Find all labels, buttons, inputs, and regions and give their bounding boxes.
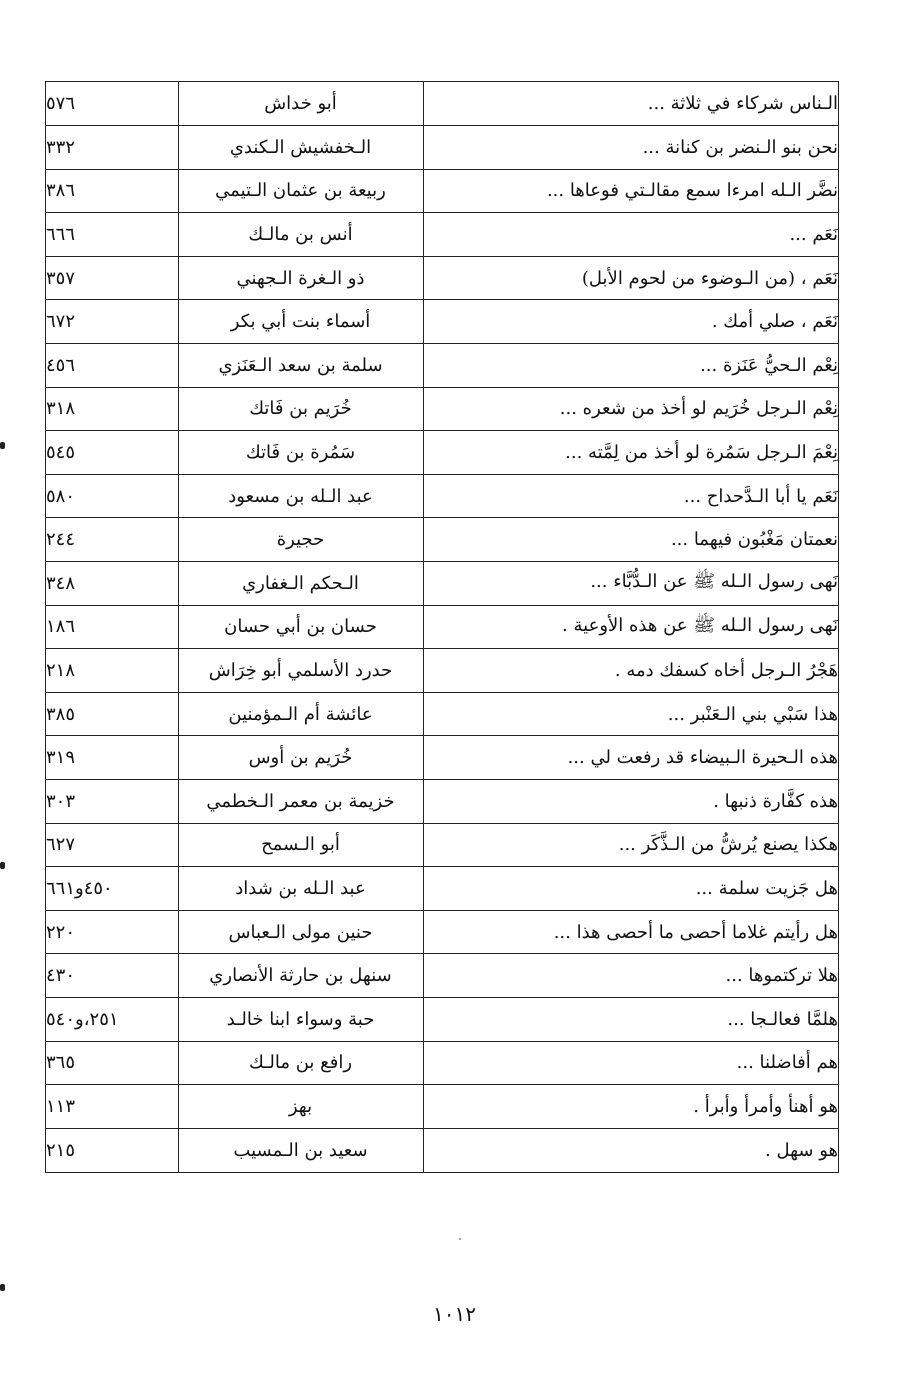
page-ref-cell: ٣٠٣ bbox=[46, 780, 178, 824]
hadith-text-cell: نِعْم الـرجل خُرَيم لو أخذ من شعره ... bbox=[423, 387, 838, 431]
table-row bbox=[46, 518, 838, 562]
page-ref-cell: ١٨٦ bbox=[46, 605, 178, 649]
table-row bbox=[46, 867, 838, 911]
page-ref-cell: ٤٥٦ bbox=[46, 344, 178, 388]
index-table bbox=[46, 82, 838, 1172]
hadith-text-cell: نضَّر الـله امرءا سمع مقالـتي فوعاها ... bbox=[423, 169, 838, 213]
page-ref-cell: ٣٤٨ bbox=[46, 562, 178, 606]
page-ref-cell: ٥٨٠ bbox=[46, 474, 178, 518]
page-ref-cell: ٣١٨ bbox=[46, 387, 178, 431]
hadith-text-cell: نحن بنو الـنضر بن كنانة ... bbox=[423, 126, 838, 170]
table-row bbox=[46, 213, 838, 257]
hadith-text-cell: هذه الـحيرة الـبيضاء قد رفعت لي ... bbox=[423, 736, 838, 780]
hadith-text-cell: نَعَم ، (من الـوضوء من لحوم الأبل) bbox=[423, 256, 838, 300]
narrator-cell: سعيد بن الـمسيب bbox=[178, 1128, 423, 1172]
narrator-cell: أنس بن مالـك bbox=[178, 213, 423, 257]
hadith-text-cell: هلا تركتموها ... bbox=[423, 954, 838, 998]
table-row bbox=[46, 1085, 838, 1129]
narrator-cell: ذو الـغرة الـجهني bbox=[178, 256, 423, 300]
table-row bbox=[46, 562, 838, 606]
table-row bbox=[46, 997, 838, 1041]
hadith-text-cell: نَهى رسول الـله ﷺ عن هذه الأوعية . bbox=[423, 605, 838, 649]
narrator-cell: أبو خداش bbox=[178, 82, 423, 126]
page-ref-cell: ٤٥٠و٦٦١ bbox=[46, 867, 178, 911]
hadith-text-cell: نَهى رسول الـله ﷺ عن الـدُّبَّاء ... bbox=[423, 562, 838, 606]
hadith-text-cell: هل جَزيت سلمة ... bbox=[423, 867, 838, 911]
page-ref-cell: ٥٧٦ bbox=[46, 82, 178, 126]
narrator-cell: عبد الـله بن شداد bbox=[178, 867, 423, 911]
narrator-cell: عائشة أم الـمؤمنين bbox=[178, 692, 423, 736]
scan-mark bbox=[0, 442, 5, 449]
narrator-cell: حجيرة bbox=[178, 518, 423, 562]
page-ref-cell: ٣١٩ bbox=[46, 736, 178, 780]
index-table-body bbox=[46, 82, 838, 1172]
page-ref-cell: ٦٦٦ bbox=[46, 213, 178, 257]
table-row bbox=[46, 300, 838, 344]
page-ref-cell: ٢٤٤ bbox=[46, 518, 178, 562]
table-row bbox=[46, 823, 838, 867]
table-row bbox=[46, 954, 838, 998]
page-ref-cell: ٢١٥ bbox=[46, 1128, 178, 1172]
narrator-cell: سَمُرة بن فَاتك bbox=[178, 431, 423, 475]
narrator-cell: حنين مولى الـعباس bbox=[178, 910, 423, 954]
page-ref-cell: ٢٢٠ bbox=[46, 910, 178, 954]
narrator-cell: حدرد الأسلمي أبو خِرَاش bbox=[178, 649, 423, 693]
scan-mark bbox=[0, 1284, 5, 1291]
page-ref-cell: ٢١٨ bbox=[46, 649, 178, 693]
narrator-cell: أبو الـسمح bbox=[178, 823, 423, 867]
page-number: ١٠١٢ bbox=[433, 1302, 476, 1326]
narrator-cell: حسان بن أبي حسان bbox=[178, 605, 423, 649]
narrator-cell: عبد الـله بن مسعود bbox=[178, 474, 423, 518]
hadith-text-cell: هذه كفَّارة ذنبها . bbox=[423, 780, 838, 824]
page-ref-cell: ٣٥٧ bbox=[46, 256, 178, 300]
hadith-text-cell: هَجْرُ الـرجل أخاه كسفك دمه . bbox=[423, 649, 838, 693]
table-row bbox=[46, 910, 838, 954]
table-row bbox=[46, 692, 838, 736]
page-ref-cell: ٣٦٥ bbox=[46, 1041, 178, 1085]
scan-speck bbox=[459, 1238, 461, 1240]
narrator-cell: سنهل بن حارثة الأنصاري bbox=[178, 954, 423, 998]
table-row bbox=[46, 431, 838, 475]
table-row bbox=[46, 736, 838, 780]
page-ref-cell: ٦٢٧ bbox=[46, 823, 178, 867]
hadith-text-cell: نِعْمَ الـرجل سَمُرة لو أخذ من لِمَّته ... bbox=[423, 431, 838, 475]
table-row bbox=[46, 344, 838, 388]
narrator-cell: الـخفشيش الـكندي bbox=[178, 126, 423, 170]
hadith-text-cell: نَعَم يا أبا الـدَّحداح ... bbox=[423, 474, 838, 518]
narrator-cell: أسماء بنت أبي بكر bbox=[178, 300, 423, 344]
table-row bbox=[46, 474, 838, 518]
narrator-cell: بهز bbox=[178, 1085, 423, 1129]
table-row bbox=[46, 387, 838, 431]
hadith-text-cell: هكذا يصنع يُرشُّ من الـذَّكَر ... bbox=[423, 823, 838, 867]
page-ref-cell: ٦٧٢ bbox=[46, 300, 178, 344]
table-row bbox=[46, 649, 838, 693]
page-ref-cell: ٤٣٠ bbox=[46, 954, 178, 998]
hadith-text-cell: نَعَم ، صلي أمك . bbox=[423, 300, 838, 344]
table-row bbox=[46, 82, 838, 126]
page-ref-cell: ١١٣ bbox=[46, 1085, 178, 1129]
scan-mark bbox=[0, 862, 5, 869]
narrator-cell: حبة وسواء ابنا خالـد bbox=[178, 997, 423, 1041]
narrator-cell: ربيعة بن عثمان الـتيمي bbox=[178, 169, 423, 213]
narrator-cell: رافع بن مالـك bbox=[178, 1041, 423, 1085]
hadith-text-cell: هلمَّا فعالـجا ... bbox=[423, 997, 838, 1041]
hadith-text-cell: هو أهنأ وأمرأ وأبرأ . bbox=[423, 1085, 838, 1129]
hadith-text-cell: هل رأيتم غلاما أحصى ما أحصى هذا ... bbox=[423, 910, 838, 954]
hadith-text-cell: الـناس شركاء في ثلاثة ... bbox=[423, 82, 838, 126]
narrator-cell: خُرَيم بن أوس bbox=[178, 736, 423, 780]
hadith-text-cell: هو سهل . bbox=[765, 1139, 838, 1161]
hadith-index-table bbox=[45, 81, 839, 1173]
table-row bbox=[46, 1128, 838, 1172]
hadith-text-cell: نعمتان مَغْبُون فيهما ... bbox=[423, 518, 838, 562]
page-ref-cell: ٣٨٥ bbox=[46, 692, 178, 736]
page-ref-cell: ٢٥١،و٥٤٠ bbox=[46, 997, 178, 1041]
page-ref-cell: ٣٣٢ bbox=[46, 126, 178, 170]
table-row bbox=[46, 1041, 838, 1085]
hadith-text-cell: نَعَم ... bbox=[423, 213, 838, 257]
hadith-text-cell: هذا سَبْي بني الـعَنْبر ... bbox=[423, 692, 838, 736]
table-row bbox=[46, 126, 838, 170]
table-row bbox=[46, 256, 838, 300]
table-row bbox=[46, 169, 838, 213]
narrator-cell: الـحكم الـغفاري bbox=[178, 562, 423, 606]
narrator-cell: خزيمة بن معمر الـخطمي bbox=[178, 780, 423, 824]
hadith-text-cell: هم أفاضلنا ... bbox=[423, 1041, 838, 1085]
narrator-cell: سلمة بن سعد الـعَنَزي bbox=[178, 344, 423, 388]
page-ref-cell: ٥٤٥ bbox=[46, 431, 178, 475]
page-ref-cell: ٣٨٦ bbox=[46, 169, 178, 213]
narrator-cell: خُرَيم بن فَاتك bbox=[178, 387, 423, 431]
hadith-text-cell: نِعْم الـحيُّ عَنَزة ... bbox=[423, 344, 838, 388]
table-row bbox=[46, 605, 838, 649]
table-row bbox=[46, 780, 838, 824]
